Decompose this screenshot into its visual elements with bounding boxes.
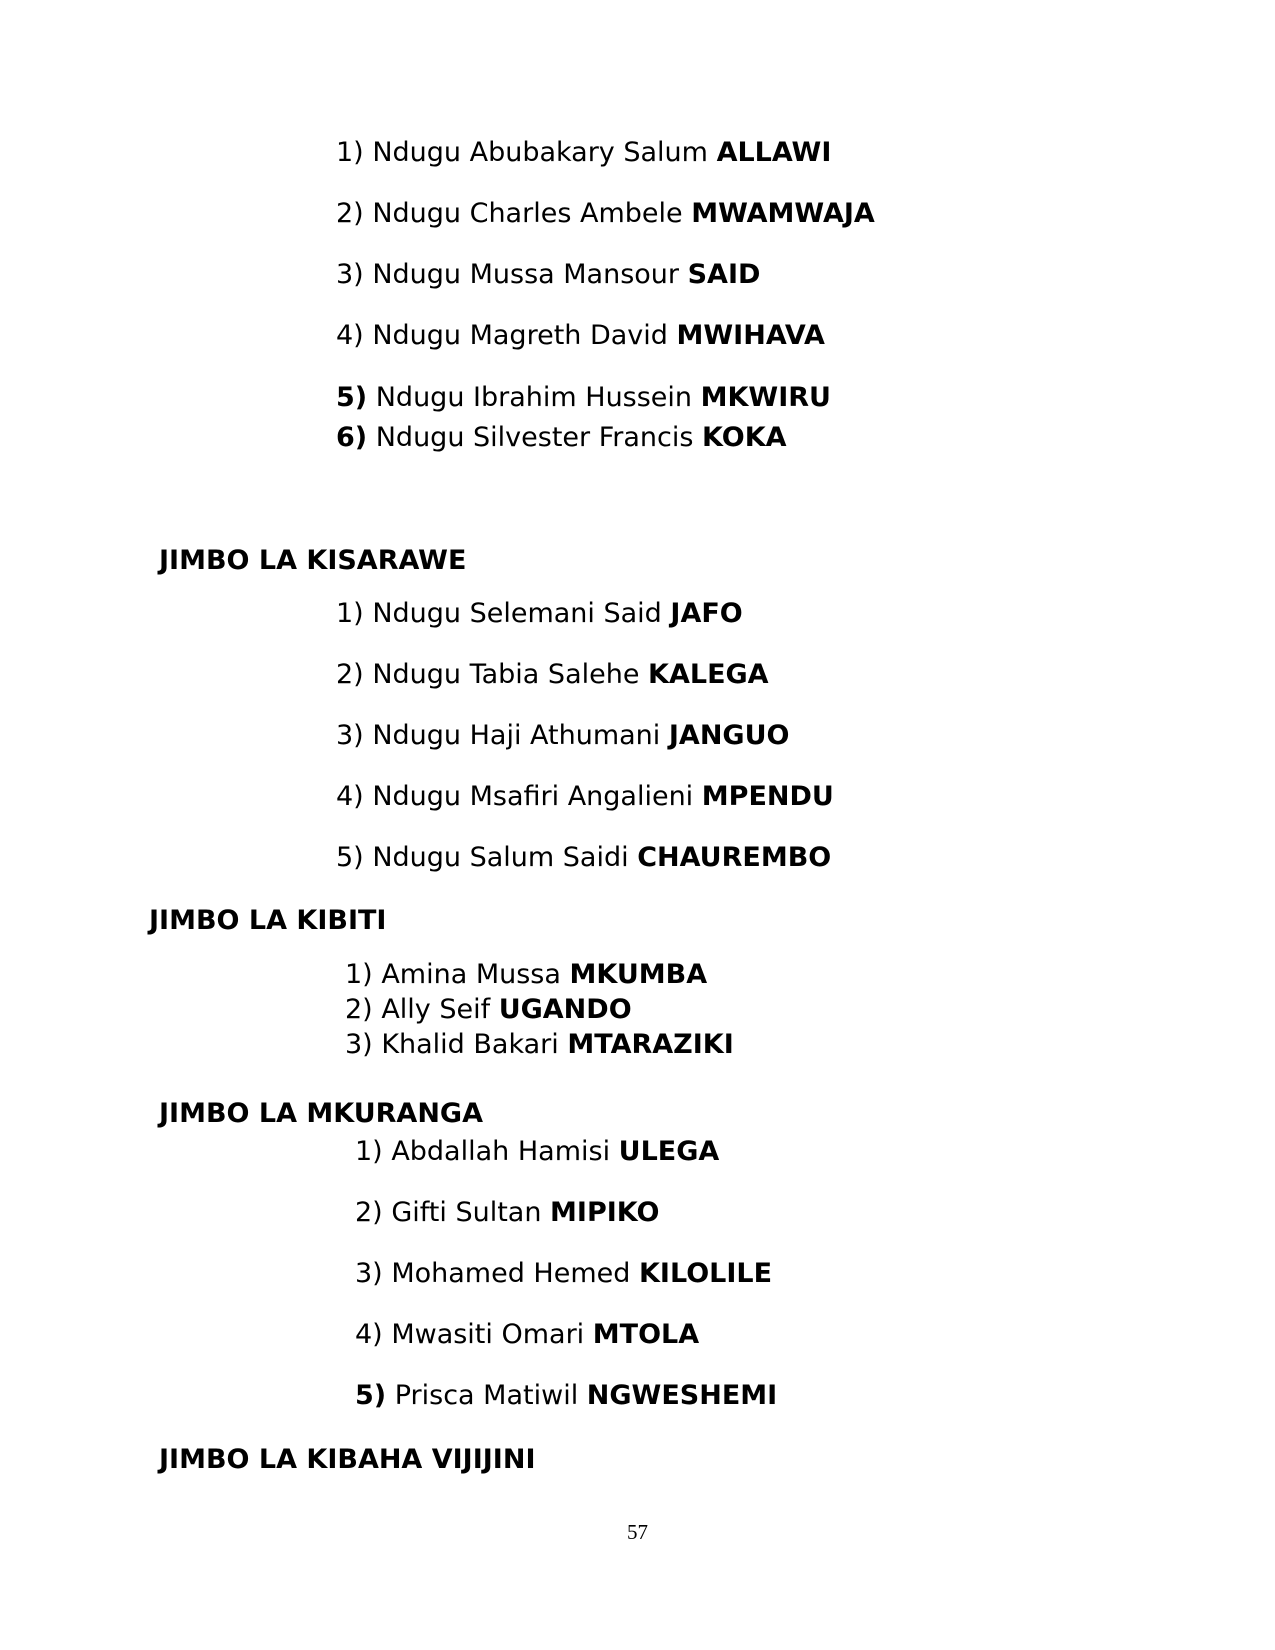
list-item xyxy=(345,958,707,992)
item-surname: MTOLA xyxy=(592,1319,700,1350)
item-surname: UGANDO xyxy=(498,994,632,1025)
page-number: 57 xyxy=(627,1520,648,1544)
item-number: 2) xyxy=(355,1197,383,1228)
item-surname: KOKA xyxy=(702,422,787,453)
list-item xyxy=(336,258,760,292)
section-heading-kibiti: JIMBO LA KIBITI xyxy=(149,905,387,936)
list-item xyxy=(355,1257,772,1291)
item-name: Ndugu Charles Ambele xyxy=(372,198,683,229)
item-name: Mwasiti Omari xyxy=(391,1319,585,1350)
item-name: Amina Mussa xyxy=(381,959,561,990)
item-surname: JAFO xyxy=(670,598,743,629)
item-surname: ULEGA xyxy=(618,1136,720,1167)
item-name: Prisca Matiwil xyxy=(394,1380,579,1411)
item-surname: MKWIRU xyxy=(700,382,831,413)
item-surname: JANGUO xyxy=(668,720,790,751)
list-item xyxy=(355,1196,659,1230)
item-name: Gifti Sultan xyxy=(391,1197,542,1228)
item-surname: KALEGA xyxy=(648,659,769,690)
item-number: 2) xyxy=(336,659,364,690)
list-item xyxy=(355,1379,777,1413)
list-item xyxy=(355,1135,719,1169)
list-item xyxy=(336,780,834,814)
list-item xyxy=(336,197,875,231)
item-number: 3) xyxy=(336,259,364,290)
item-number: 2) xyxy=(336,198,364,229)
item-surname: MTARAZIKI xyxy=(567,1029,734,1060)
list-item xyxy=(336,381,831,415)
item-name: Ally Seif xyxy=(381,994,491,1025)
item-name: Ndugu Mussa Mansour xyxy=(372,259,680,290)
item-name: Ndugu Abubakary Salum xyxy=(372,137,708,168)
list-item xyxy=(336,841,831,875)
item-surname: MIPIKO xyxy=(550,1197,660,1228)
item-surname: KILOLILE xyxy=(638,1258,773,1289)
item-number: 4) xyxy=(336,320,364,351)
item-name: Ndugu Msafiri Angalieni xyxy=(372,781,694,812)
item-number: 5) xyxy=(336,842,364,873)
list-item xyxy=(336,597,743,631)
list-item xyxy=(336,719,789,753)
item-number: 3) xyxy=(336,720,364,751)
item-surname: MKUMBA xyxy=(569,959,708,990)
item-name: Ndugu Salum Saidi xyxy=(372,842,629,873)
item-name: Ndugu Silvester Francis xyxy=(375,422,694,453)
list-item xyxy=(336,421,787,455)
item-name: Ndugu Haji Athumani xyxy=(372,720,661,751)
list-item xyxy=(345,1028,734,1062)
item-number: 5) xyxy=(355,1380,387,1411)
item-surname: MWAMWAJA xyxy=(691,198,875,229)
item-surname: SAID xyxy=(687,259,761,290)
section-heading-mkuranga: JIMBO LA MKURANGA xyxy=(159,1098,483,1129)
item-surname: CHAUREMBO xyxy=(637,842,832,873)
item-name: Ndugu Tabia Salehe xyxy=(372,659,640,690)
item-number: 1) xyxy=(336,137,364,168)
item-number: 4) xyxy=(355,1319,383,1350)
item-number: 4) xyxy=(336,781,364,812)
item-number: 5) xyxy=(336,382,368,413)
item-number: 2) xyxy=(345,994,373,1025)
item-surname: ALLAWI xyxy=(716,137,832,168)
list-item xyxy=(355,1318,699,1352)
item-surname: MPENDU xyxy=(701,781,834,812)
item-name: Khalid Bakari xyxy=(381,1029,559,1060)
list-item xyxy=(336,658,769,692)
item-surname: NGWESHEMI xyxy=(586,1380,778,1411)
list-item xyxy=(336,136,831,170)
item-name: Ndugu Selemani Said xyxy=(372,598,662,629)
item-number: 3) xyxy=(345,1029,373,1060)
list-item xyxy=(336,319,825,353)
item-number: 1) xyxy=(345,959,373,990)
list-item xyxy=(345,993,632,1027)
item-number: 1) xyxy=(355,1136,383,1167)
item-name: Mohamed Hemed xyxy=(391,1258,631,1289)
section-heading-kisarawe: JIMBO LA KISARAWE xyxy=(159,545,467,576)
item-name: Ndugu Magreth David xyxy=(372,320,668,351)
section-heading-kibaha-vijijini: JIMBO LA KIBAHA VIJIJINI xyxy=(159,1444,536,1475)
item-number: 6) xyxy=(336,422,368,453)
item-number: 1) xyxy=(336,598,364,629)
item-surname: MWIHAVA xyxy=(676,320,825,351)
item-name: Abdallah Hamisi xyxy=(391,1136,611,1167)
item-name: Ndugu Ibrahim Hussein xyxy=(375,382,693,413)
item-number: 3) xyxy=(355,1258,383,1289)
